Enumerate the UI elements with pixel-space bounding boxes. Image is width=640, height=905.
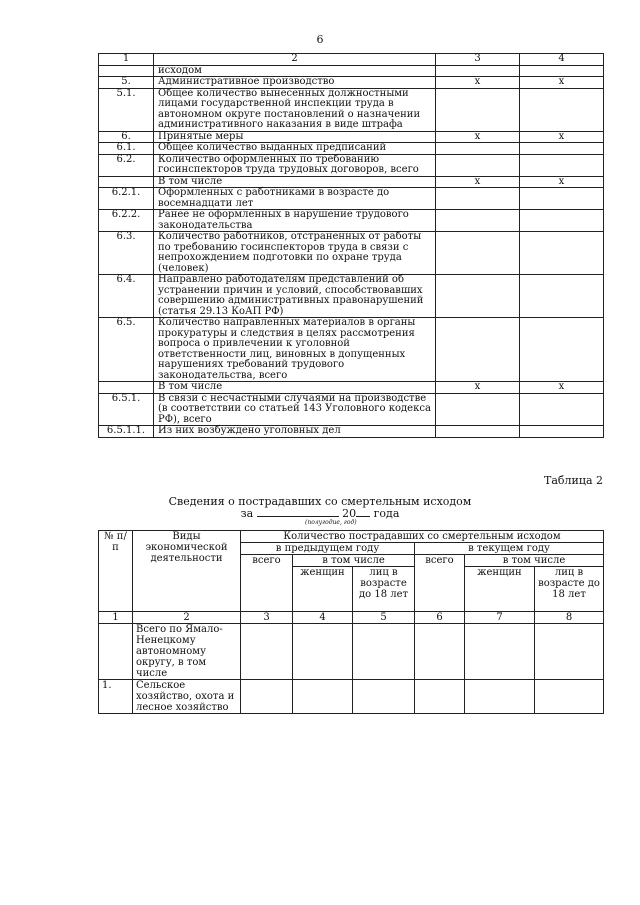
- row-value-col3: [436, 232, 520, 275]
- row-value-col3: x: [436, 131, 520, 143]
- row-number: 6.2.: [99, 154, 154, 176]
- empty-cell: [535, 624, 604, 680]
- row-value-col4: x: [520, 131, 604, 143]
- column-number-row: [99, 612, 604, 624]
- table-row: [99, 275, 604, 318]
- row-description: Направлено работодателям представлений об устранении причин и условий, способствовавших совершению административных правонарушений (статья 29.13 КоАП РФ): [154, 275, 436, 318]
- header-prev-year: в предыдущем году: [241, 543, 415, 555]
- table-row: [99, 210, 604, 232]
- header-total: всего: [241, 555, 293, 612]
- row-value-col3: [436, 318, 520, 382]
- row-description: В том числе: [154, 382, 436, 394]
- row-value-col4: x: [520, 382, 604, 394]
- row-description: Принятые меры: [154, 131, 436, 143]
- empty-cell: [535, 680, 604, 714]
- row-number: [99, 624, 133, 680]
- header-row: [99, 531, 604, 543]
- row-description: В том числе: [154, 176, 436, 188]
- table-row: [99, 131, 604, 143]
- row-number: 6.: [99, 131, 154, 143]
- row-number: 5.: [99, 77, 154, 89]
- row-value-col4: [520, 275, 604, 318]
- col-number: 8: [535, 612, 604, 624]
- table-row: [99, 318, 604, 382]
- row-description: Количество оформленных по требованию госинспекторов труда трудовых договоров, всего: [154, 154, 436, 176]
- col-number: 1: [99, 612, 133, 624]
- header-incl: в том числе: [293, 555, 415, 567]
- col-number: 2: [133, 612, 241, 624]
- table-row: [99, 680, 604, 714]
- row-number: [99, 65, 154, 77]
- period-prefix: за: [240, 507, 254, 520]
- header-women: женщин: [293, 567, 353, 612]
- row-description: Общее количество выданных предписаний: [154, 143, 436, 155]
- table-title: Сведения о пострадавших со смертельным исходом: [168, 495, 472, 508]
- header-total: всего: [415, 555, 465, 612]
- table-row: [99, 232, 604, 275]
- col-number: 3: [436, 54, 520, 66]
- row-description: В связи с несчастными случаями на производстве (в соответствии со статьей 143 Уголовного кодекса РФ), всего: [154, 393, 436, 426]
- row-value-col4: [520, 426, 604, 438]
- measures-table: [98, 53, 604, 438]
- empty-cell: [415, 680, 465, 714]
- period-blank: [257, 507, 339, 517]
- year-blank: [356, 507, 370, 517]
- table-row: [99, 154, 604, 176]
- col-number: 3: [241, 612, 293, 624]
- row-value-col4: [520, 154, 604, 176]
- header-minors: лиц в возрасте до 18 лет: [535, 567, 604, 612]
- header-count: Количество пострадавших со смертельным исходом: [241, 531, 604, 543]
- empty-cell: [465, 624, 535, 680]
- row-number: 6.2.2.: [99, 210, 154, 232]
- table-row: [99, 624, 604, 680]
- row-value-col4: [520, 318, 604, 382]
- row-value-col4: [520, 188, 604, 210]
- row-value-col3: [436, 275, 520, 318]
- page-number: 6: [316, 33, 324, 46]
- row-description: Ранее не оформленных в нарушение трудового законодательства: [154, 210, 436, 232]
- col-number: 4: [520, 54, 604, 66]
- row-value-col3: [436, 154, 520, 176]
- row-number: 6.5.1.1.: [99, 426, 154, 438]
- row-description: Из них возбуждено уголовных дел: [154, 426, 436, 438]
- col-number: 4: [293, 612, 353, 624]
- row-value-col3: [436, 65, 520, 77]
- header-activity: Виды экономической деятельности: [133, 531, 241, 612]
- table-label: Таблица 2: [544, 474, 603, 487]
- col-number: 7: [465, 612, 535, 624]
- row-description: Количество работников, отстраненных от работы по требованию госинспекторов труда в связи с непрохождением подготовки по охране труда (человек): [154, 232, 436, 275]
- row-activity: Всего по Ямало-Ненецкому автономному округу, в том числе: [133, 624, 241, 680]
- table-row: [99, 88, 604, 131]
- period-suffix: года: [373, 507, 400, 520]
- row-value-col4: [520, 393, 604, 426]
- table-row: [99, 65, 604, 77]
- row-description: исходом: [154, 65, 436, 77]
- row-number: 6.2.1.: [99, 188, 154, 210]
- table-row: [99, 393, 604, 426]
- col-number: 1: [99, 54, 154, 66]
- row-value-col3: [436, 143, 520, 155]
- empty-cell: [293, 680, 353, 714]
- column-number-row: [99, 54, 604, 66]
- row-number: 6.5.: [99, 318, 154, 382]
- period-year: 20: [342, 507, 357, 520]
- empty-cell: [353, 680, 415, 714]
- row-description: Количество направленных материалов в органы прокуратуры и следствия в целях рассмотрения вопроса о привлечении к уголовной ответственности лиц, виновных в допущенных нарушениях требований трудового законодательства, всего: [154, 318, 436, 382]
- row-value-col4: [520, 65, 604, 77]
- header-num: № п/п: [99, 531, 133, 612]
- row-description: Оформленных с работниками в возрасте до восемнадцати лет: [154, 188, 436, 210]
- row-number: 1.: [99, 680, 133, 714]
- header-incl: в том числе: [465, 555, 604, 567]
- table-row: [99, 176, 604, 188]
- row-description: Общее количество вынесенных должностными лицами государственной инспекции труда в автономном округе постановлений о назначении административного наказания в виде штрафа: [154, 88, 436, 131]
- row-value-col4: [520, 88, 604, 131]
- row-number: 6.5.1.: [99, 393, 154, 426]
- row-value-col3: x: [436, 176, 520, 188]
- col-number: 2: [154, 54, 436, 66]
- row-value-col4: x: [520, 176, 604, 188]
- row-number: 6.1.: [99, 143, 154, 155]
- col-number: 5: [353, 612, 415, 624]
- row-value-col3: [436, 426, 520, 438]
- row-value-col4: [520, 210, 604, 232]
- row-number: 6.4.: [99, 275, 154, 318]
- row-value-col3: [436, 393, 520, 426]
- row-number: [99, 176, 154, 188]
- empty-cell: [241, 624, 293, 680]
- row-number: [99, 382, 154, 394]
- header-minors: лиц в возрасте до 18 лет: [353, 567, 415, 612]
- row-value-col3: x: [436, 77, 520, 89]
- row-value-col3: [436, 188, 520, 210]
- row-value-col4: [520, 143, 604, 155]
- table-row: [99, 143, 604, 155]
- col-number: 6: [415, 612, 465, 624]
- row-value-col4: x: [520, 77, 604, 89]
- row-activity: Сельское хозяйство, охота и лесное хозяйство: [133, 680, 241, 714]
- row-number: 5.1.: [99, 88, 154, 131]
- empty-cell: [353, 624, 415, 680]
- table-row: [99, 188, 604, 210]
- row-value-col4: [520, 232, 604, 275]
- row-number: 6.3.: [99, 232, 154, 275]
- table-row: [99, 77, 604, 89]
- row-value-col3: [436, 88, 520, 131]
- period-note: (полугодие, год): [305, 519, 357, 526]
- empty-cell: [415, 624, 465, 680]
- fatalities-table: [98, 530, 604, 714]
- table-row: [99, 426, 604, 438]
- empty-cell: [465, 680, 535, 714]
- header-women: женщин: [465, 567, 535, 612]
- row-description: Административное производство: [154, 77, 436, 89]
- row-value-col3: x: [436, 382, 520, 394]
- empty-cell: [241, 680, 293, 714]
- row-value-col3: [436, 210, 520, 232]
- empty-cell: [293, 624, 353, 680]
- table-row: [99, 382, 604, 394]
- header-curr-year: в текущем году: [415, 543, 604, 555]
